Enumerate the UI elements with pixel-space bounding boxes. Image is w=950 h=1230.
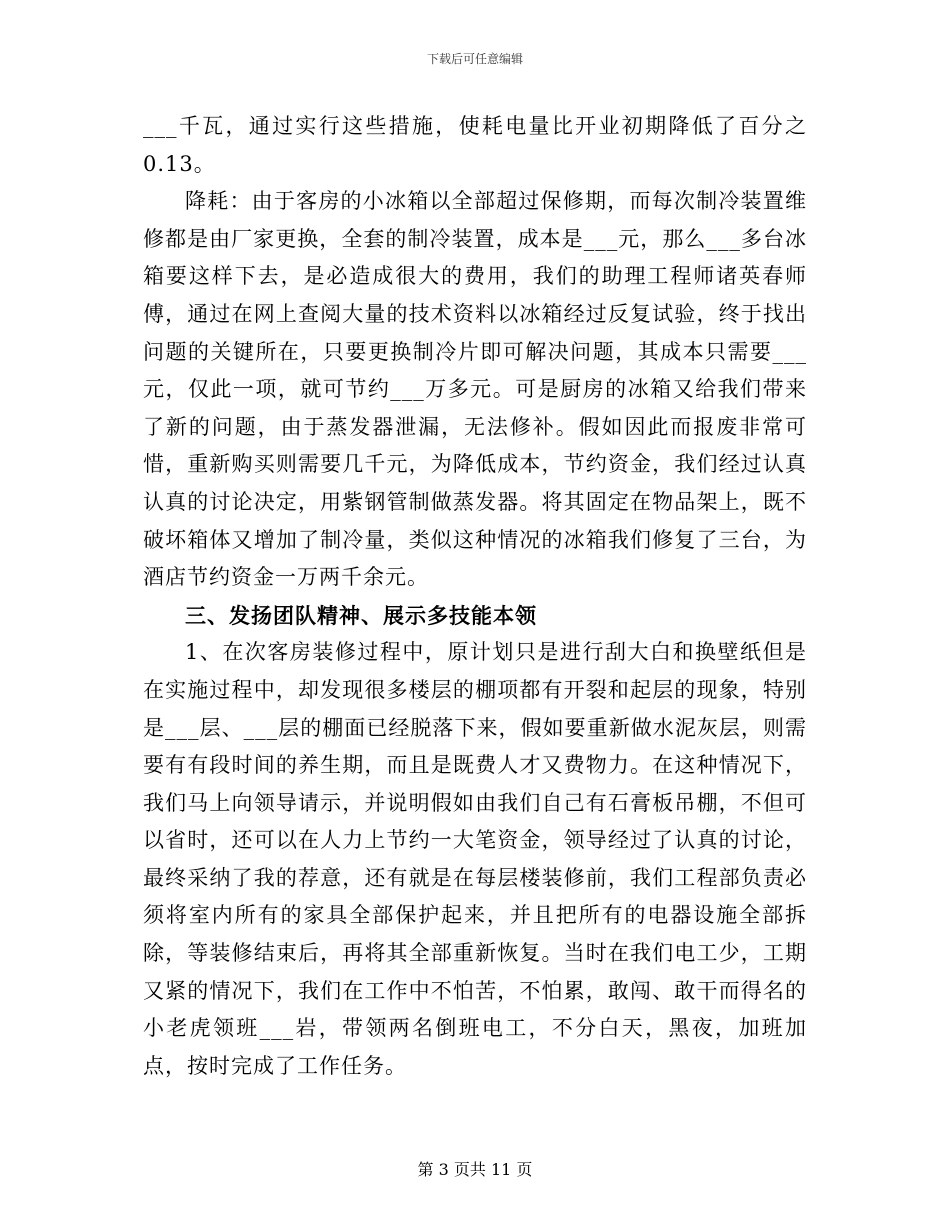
paragraph-1: ___千瓦，通过实行这些措施，使耗电量比开业初期降低了百分之0.13。 bbox=[143, 114, 807, 176]
section-heading: 三、发扬团队精神、展示多技能本领 bbox=[185, 602, 537, 628]
document-body bbox=[143, 108, 807, 1085]
page-footer: 第 3 页共 11 页 bbox=[417, 1160, 533, 1179]
paragraph-2: 降耗：由于客房的小冰箱以全部超过保修期，而每次制冷装置维修都是由厂家更换，全套的制冷装置，成本是___元，那么___多台冰箱要这样下去，是必造成很大的费用，我们的助理工程师诸英春师傅，通过在网上查阅大量的技术资料以冰箱经过反复试验，终于找出问题的关键所在，只要更换制冷片即可解决问题，其成本只需要___元，仅此一项，就可节约___万多元。可是厨房的冰箱又给我们带来了新的问题，由于蒸发器泄漏，无法修补。假如因此而报废非常可惜，重新购买则需要几千元，为降低成本，节约资金，我们经过认真认真的讨论决定，用紫钢管制做蒸发器。将其固定在物品架上，既不破坏箱体又增加了制冷量，类似这种情况的冰箱我们修复了三台，为酒店节约资金一万两千余元。 bbox=[143, 189, 807, 590]
page-header: 下载后可任意编辑 bbox=[426, 52, 523, 66]
paragraph-3: 1、在次客房装修过程中，原计划只是进行刮大白和换壁纸但是在实施过程中，却发现很多楼层的棚项都有开裂和起层的现象，特别是___层、___层的棚面已经脱落下来，假如要重新做水泥灰层，则需要有有段时间的养生期，而且是既费人才又费物力。在这种情况下，我们马上向领导请示，并说明假如由我们自己有石膏板吊棚，不但可以省时，还可以在人力上节约一大笔资金，领导经过了认真的讨论，最终采纳了我的荐意，还有就是在每层楼装修前，我们工程部负责必须将室内所有的家具全部保护起来，并且把所有的电器设施全部拆除，等装修结束后，再将其全部重新恢复。当时在我们电工少，工期又紧的情况下，我们在工作中不怕苦，不怕累，敢闯、敢干而得名的小老虎领班___岩，带领两名倒班电工，不分白天，黑夜，加班加点，按时完成了工作任务。 bbox=[143, 640, 807, 1078]
